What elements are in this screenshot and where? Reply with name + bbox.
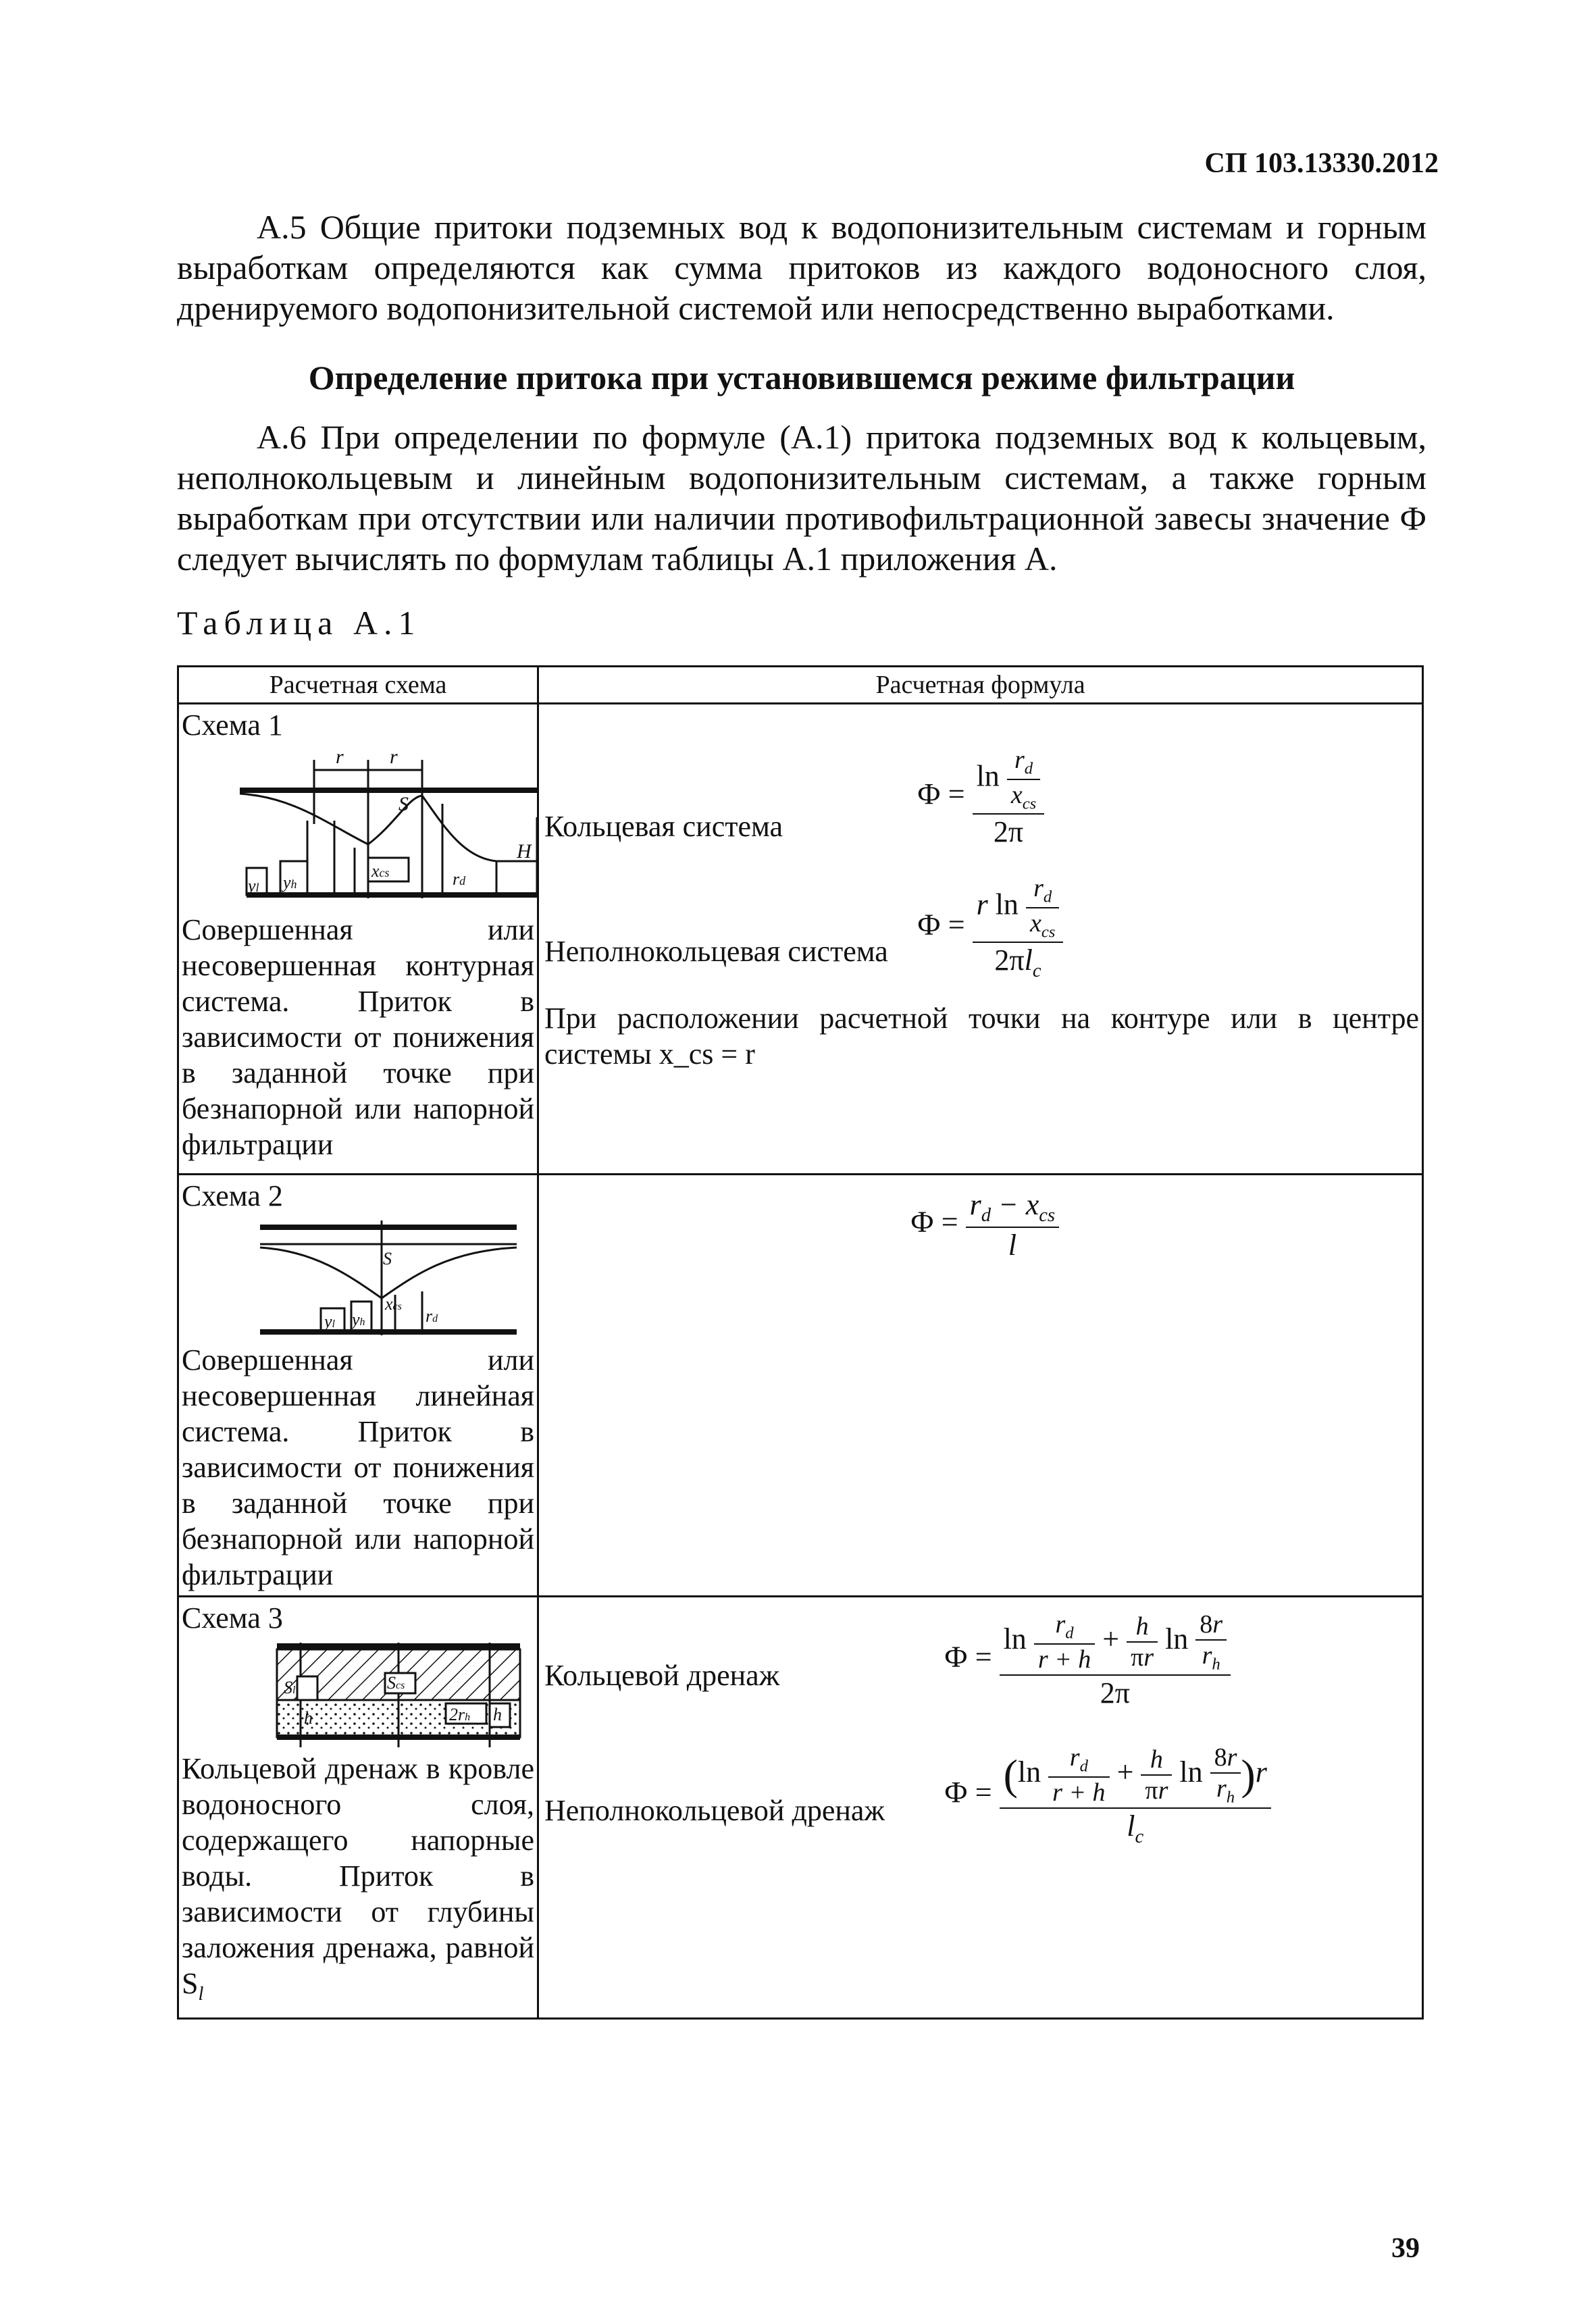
svg-text:Sl: Sl (284, 1678, 296, 1697)
formula-partial-ring-system: Ф = r ln $\frac{r_d}{x_{cs}}$ $2\pi l_c$ (917, 873, 1063, 982)
svg-text:yl: yl (248, 876, 259, 896)
svg-text:yl: yl (324, 1312, 335, 1331)
svg-text:rd: rd (453, 869, 466, 889)
paragraph-a6-number: А.6 (257, 418, 307, 456)
scheme-3-description-text: Кольцевой дренаж в кровле водоносного слоя, содержащего напорные воды. Приток в зависимости от глубины заложения дренажа, равной S (182, 1752, 534, 2000)
table-row-scheme-1 (178, 704, 1423, 1175)
section-heading: Определение притока при установившемся режиме фильтрации (308, 359, 1295, 396)
paragraph-a5-text: Общие притоки подземных вод к водопонизительным системам и горным выработкам определяются как сумма притоков из каждого водоносного слоя, дренируемого водопонизительной системой или непосредственно выработками. (177, 208, 1426, 327)
svg-text:rd: rd (426, 1306, 438, 1326)
scheme-2-diagram (220, 1214, 557, 1342)
scheme-3-diagram (220, 1636, 557, 1751)
scheme-2-description: Совершенная или несовершенная линейная система. Приток в зависимости от понижения в заданной точке при безнапорной или напорной фильтрации (182, 1343, 534, 1591)
svg-text:Scs: Scs (387, 1673, 405, 1693)
formula-1-note: При расположении расчетной точки на контуре или в центре системы x_cs = r (544, 1002, 1419, 1071)
svg-text:h: h (304, 1708, 313, 1728)
scheme-3-subscript: l (198, 1983, 204, 2005)
svg-text:r: r (390, 746, 398, 768)
formula-label-partial-ring-drainage: Неполнокольцевой дренаж (544, 1794, 885, 1827)
svg-text:2rh: 2rh (449, 1705, 471, 1724)
scheme-2-cell (178, 1175, 538, 1597)
paragraph-a6-text: При определении по формуле (А.1) притока подземных вод к кольцевым, неполнокольцевым и линейным водопонизительным системам, а также горным выработкам при отсутствии или наличии противофильтрационной завесы значение Ф следует вычислять по формулам таблицы А.1 приложения А. (177, 418, 1426, 577)
scheme-3-description (179, 1751, 537, 2012)
table-row-scheme-2 (178, 1175, 1423, 1597)
svg-text:r: r (336, 746, 344, 768)
svg-text:xcs: xcs (385, 1294, 402, 1314)
formula-2-cell (538, 1175, 1423, 1597)
scheme-1-description: Совершенная или несовершенная контурная система. Приток в зависимости от понижения в заданной точке при безнапорной или напорной фильтрации (182, 913, 534, 1161)
scheme-3-title: Схема 3 (182, 1601, 283, 1635)
scheme-2-title: Схема 2 (182, 1179, 283, 1212)
scheme-1-diagram (220, 743, 557, 912)
paragraph-a5-number: А.5 (257, 208, 307, 246)
svg-text:yh: yh (283, 873, 297, 892)
formula-partial-ring-drainage: Ф = (ln $\frac{r_d}{r + h}$ + $\frac{h}{\pi r}$ ln $\frac{8r}{r_h}$ )r $l_c$ (944, 1743, 1271, 1847)
table-caption: Таблица А.1 (177, 604, 421, 642)
svg-text:S: S (383, 1249, 392, 1268)
scheme-3-cell (178, 1597, 538, 2019)
formula-table (177, 665, 1424, 2020)
formula-ring-system: Ф = ln $\frac{r_d}{x_{cs}}$ 2π (917, 745, 1044, 849)
formula-label-ring-drainage: Кольцевой дренаж (544, 1659, 780, 1692)
col-header-formula: Расчетная формула (538, 667, 1423, 704)
svg-text:H: H (517, 840, 532, 863)
scheme-1-cell (178, 704, 538, 1175)
formula-ring-drainage: Ф = ln $\frac{r_d}{r + h}$ + $\frac{h}{\pi r}$ ln $\frac{8r}{r_h}$ 2π (944, 1610, 1231, 1710)
svg-text:h: h (493, 1705, 502, 1724)
scheme-1-title: Схема 1 (182, 709, 283, 742)
paragraph-a5 (177, 207, 1426, 328)
svg-text:S: S (398, 793, 409, 815)
document-code: СП 103.13330.2012 (1204, 148, 1439, 179)
col-header-scheme: Расчетная схема (178, 667, 538, 704)
table-header-row (178, 667, 1423, 704)
formula-linear-system: Ф = $\frac{r_d - x_{cs}}{l}$ (910, 1187, 1059, 1262)
svg-text:yh: yh (352, 1310, 365, 1329)
formula-1-cell (538, 704, 1423, 1175)
table-row-scheme-3 (178, 1597, 1423, 2019)
svg-text:xcs: xcs (371, 861, 390, 881)
formula-3-cell (538, 1597, 1423, 2019)
formula-label-ring-system: Кольцевая система (544, 810, 783, 843)
paragraph-a6 (177, 417, 1426, 579)
page-number: 39 (1391, 2233, 1420, 2264)
formula-label-partial-ring-system: Неполнокольцевая система (544, 935, 888, 968)
